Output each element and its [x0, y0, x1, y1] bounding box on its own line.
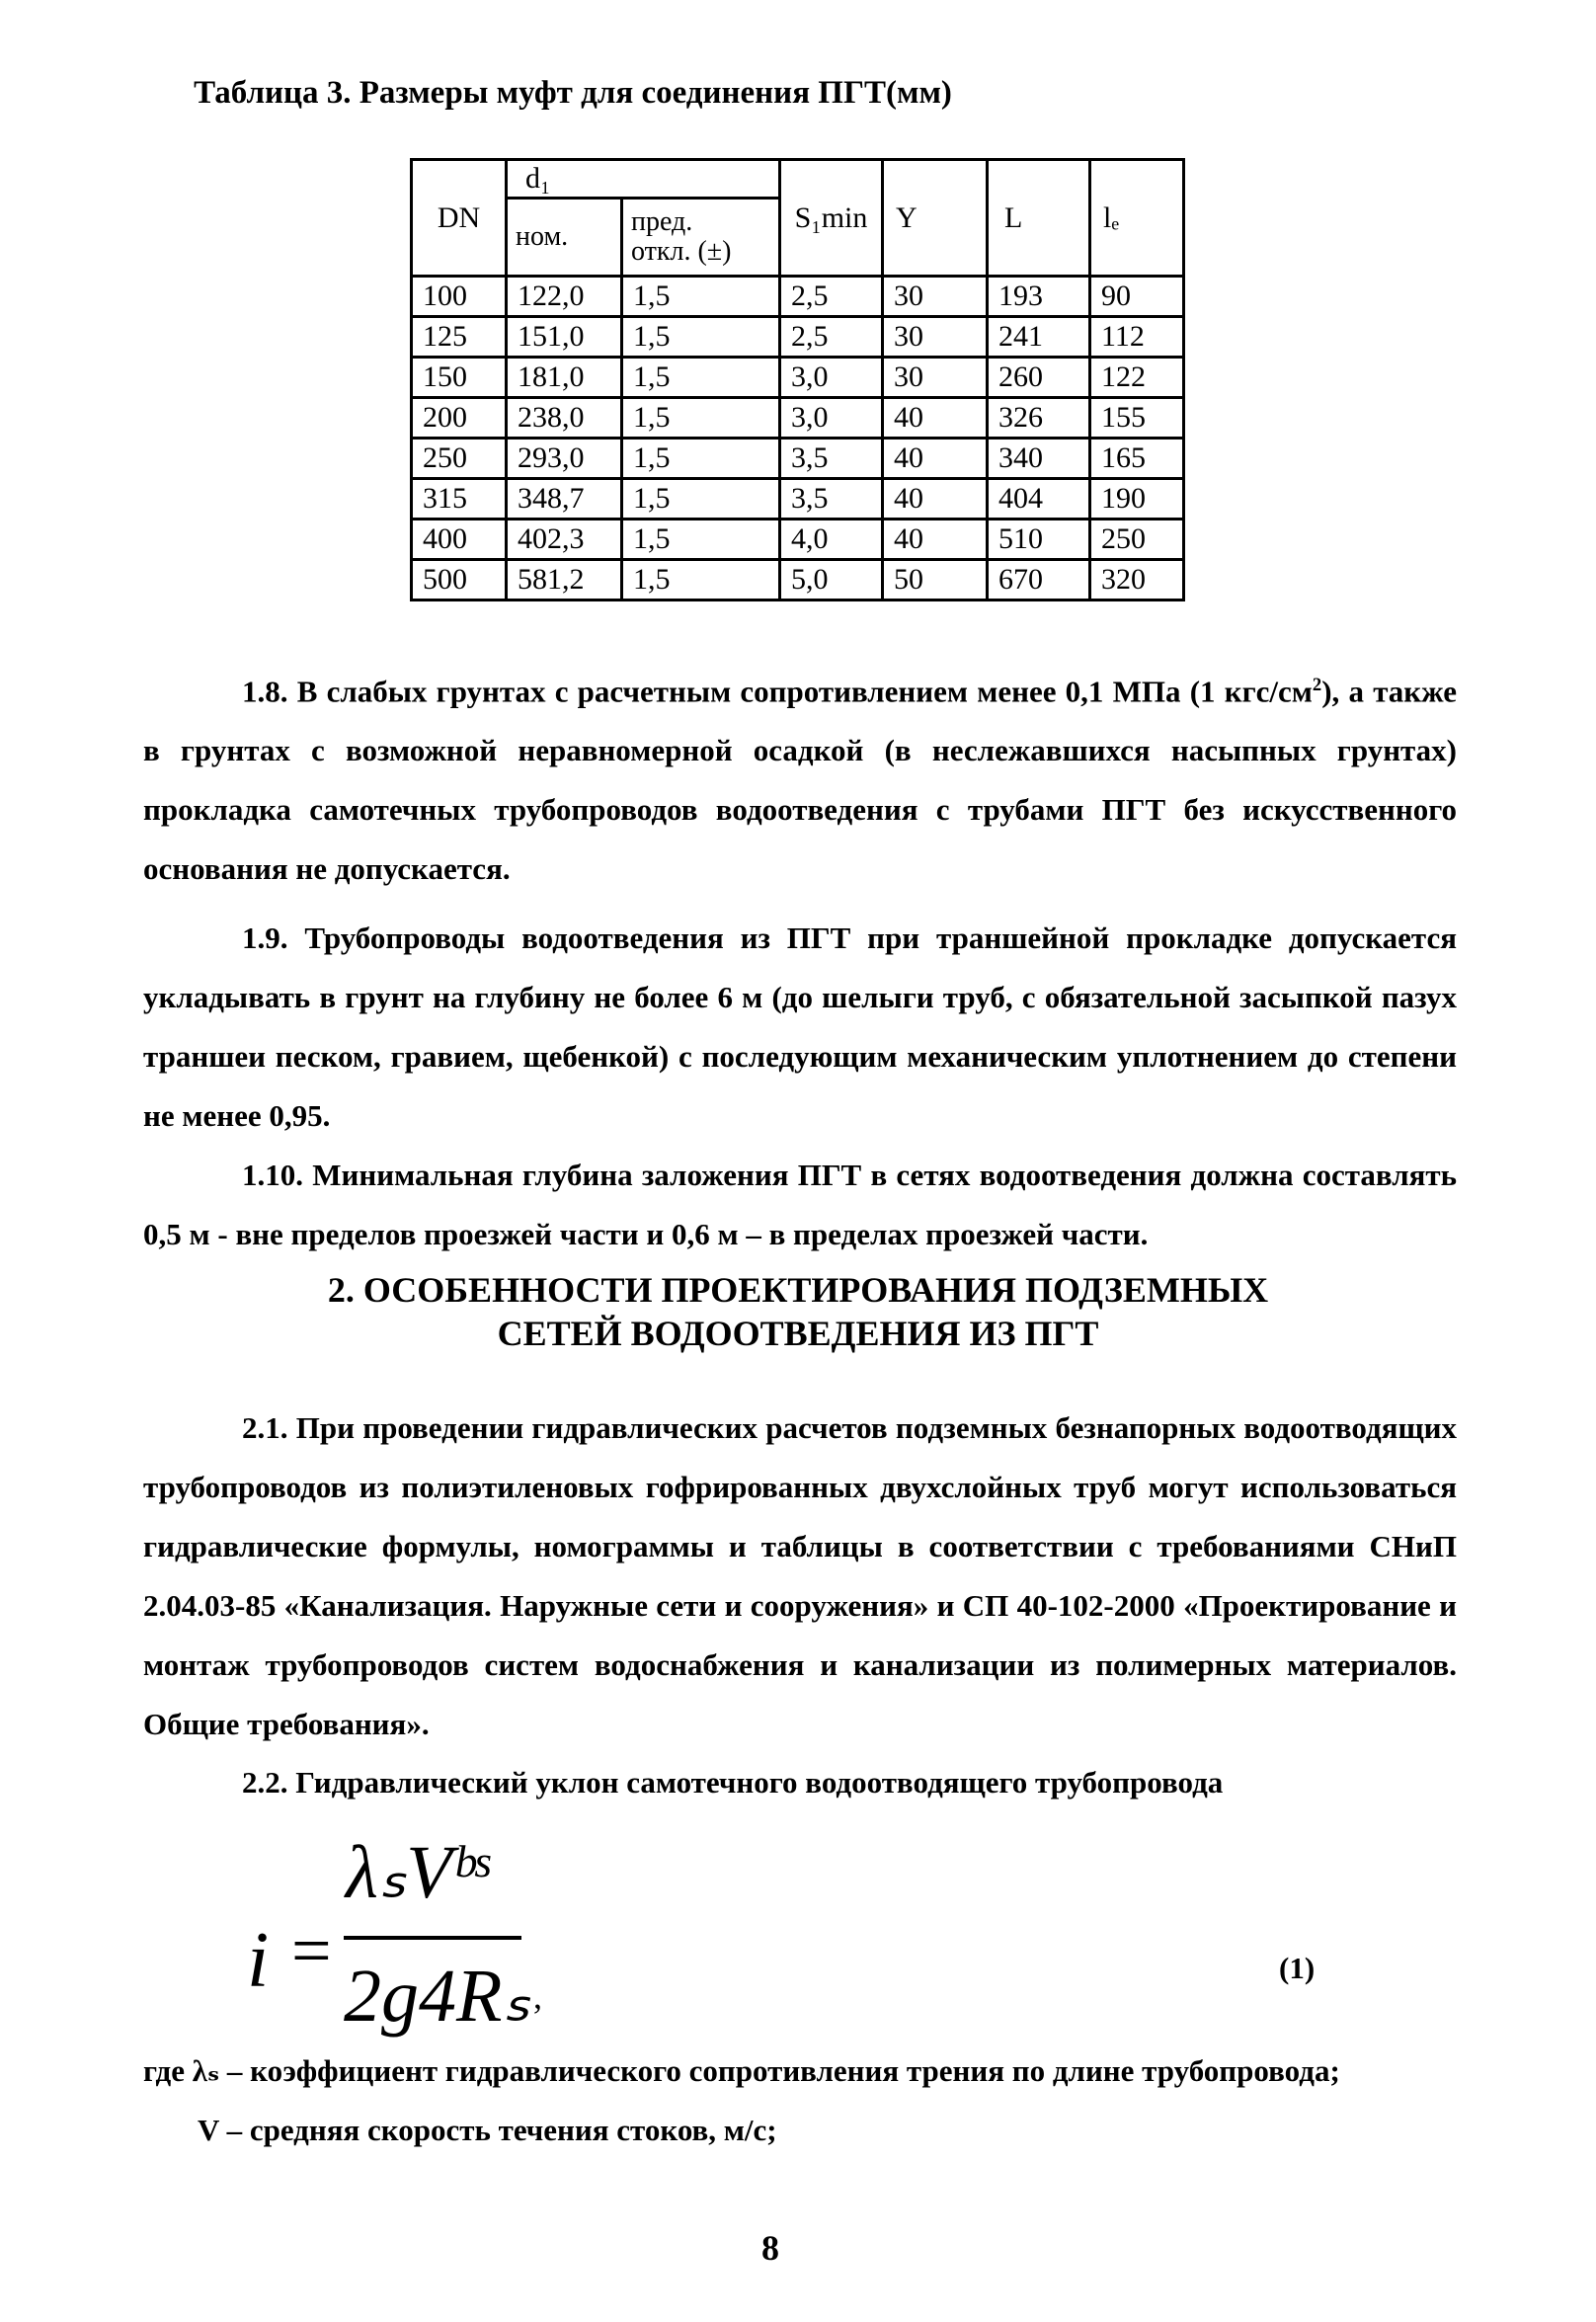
- table-cell: 340: [988, 439, 1090, 479]
- table-cell: 5,0: [780, 560, 883, 601]
- table-cell: 348,7: [507, 479, 622, 520]
- table-cell: 1,5: [622, 520, 780, 560]
- table-cell: 90: [1090, 277, 1184, 317]
- table-cell: 190: [1090, 479, 1184, 520]
- table-cell: 40: [883, 398, 988, 439]
- table-cell: 250: [1090, 520, 1184, 560]
- header-dn: DN: [412, 160, 507, 277]
- superscript-2: 2: [1312, 675, 1322, 695]
- table-cell: 150: [412, 358, 507, 398]
- table-cell: 315: [412, 479, 507, 520]
- table-cell: 3,5: [780, 439, 883, 479]
- table-cell: 1,5: [622, 560, 780, 601]
- table-cell: 40: [883, 439, 988, 479]
- formula-hydraulic-slope: [247, 1827, 662, 2038]
- table-cell: 122: [1090, 358, 1184, 398]
- table-cell: 238,0: [507, 398, 622, 439]
- header-tolerance-line2: откл. (±): [631, 236, 732, 267]
- header-le: lₑ: [1090, 160, 1184, 277]
- table-cell: 151,0: [507, 317, 622, 358]
- where-line-2: V – средняя скорость течения стоков, м/с;: [198, 2113, 777, 2147]
- table-cell: 100: [412, 277, 507, 317]
- table-row: [412, 398, 1184, 439]
- formula-numerator: λₛVᵇˢ: [346, 1831, 489, 1914]
- coupling-sizes-table: [410, 158, 1185, 601]
- paragraph-1-9: 1.9. Трубопроводы водоотведения из ПГТ при траншейной прокладке допускается укладывать в грунт на глубину не более 6 м (до шелыги труб, с обязательной засыпкой пазух траншеи песком, гравием, щебенкой) с последующим механическим уплотнением до степени не менее 0,95.: [143, 921, 1457, 1133]
- table-cell: 200: [412, 398, 507, 439]
- table-cell: 112: [1090, 317, 1184, 358]
- paragraph-1-8-text-b: ), а также в грунтах с возможной неравномерной осадкой (в неслежавшихся насыпных грунтах) прокладка самотечных трубопроводов водоотведения с трубами ПГТ без искусственного основания не допускается.: [143, 674, 1457, 887]
- table-caption: Таблица 3. Размеры муфт для соединения ПГТ(мм): [194, 75, 952, 111]
- where-line-1: где λₛ – коэффициент гидравлического сопротивления трения по длине трубопровода;: [143, 2053, 1340, 2088]
- table-row: [412, 439, 1184, 479]
- header-d1: d₁: [507, 160, 780, 199]
- section-heading-line1: 2. ОСОБЕННОСТИ ПРОЕКТИРОВАНИЯ ПОДЗЕМНЫХ: [327, 1270, 1269, 1310]
- formula-equals: =: [291, 1911, 332, 1990]
- table-cell: 404: [988, 479, 1090, 520]
- table-cell: 500: [412, 560, 507, 601]
- table-cell: 165: [1090, 439, 1184, 479]
- table-cell: 402,3: [507, 520, 622, 560]
- paragraph-2-1: 2.1. При проведении гидравлических расчетов подземных безнапорных водоотводящих трубопроводов из полиэтиленовых гофрированных двухслойных труб могут использоваться гидравлические формулы, номограммы и таблицы в соответствии с требованиями СНиП 2.04.03-85 «Канализация. Наружные сети и сооружения» и СП 40-102-2000 «Проектирование и монтаж трубопроводов систем водоснабжения и канализации из полимерных материалов. Общие требования».: [143, 1410, 1457, 1741]
- header-tolerance-line1: пред.: [631, 206, 693, 237]
- header-nom: ном.: [507, 199, 622, 277]
- header-l: L: [988, 160, 1090, 277]
- table-cell: 260: [988, 358, 1090, 398]
- table-cell: 193: [988, 277, 1090, 317]
- header-tolerance: [622, 199, 780, 277]
- formula-comma: ,: [533, 1976, 542, 2016]
- paragraph-1-8: [143, 656, 1457, 899]
- page-number: 8: [761, 2228, 779, 2268]
- paragraph-1-8-text-a: 1.8. В слабых грунтах с расчетным сопротивлением менее 0,1 МПа (1 кгс/см: [242, 674, 1313, 709]
- table-cell: 1,5: [622, 479, 780, 520]
- header-s1min: S₁min: [780, 160, 883, 277]
- paragraph-2-2: 2.2. Гидравлический уклон самотечного водоотводящего трубопровода: [242, 1765, 1224, 1800]
- fraction-bar: [344, 1936, 521, 1940]
- table-cell: 40: [883, 479, 988, 520]
- table-cell: 3,0: [780, 398, 883, 439]
- table-cell: 181,0: [507, 358, 622, 398]
- table-cell: 2,5: [780, 317, 883, 358]
- table-cell: 50: [883, 560, 988, 601]
- table-cell: 155: [1090, 398, 1184, 439]
- table-cell: 1,5: [622, 317, 780, 358]
- table-cell: 2,5: [780, 277, 883, 317]
- table-row: [412, 358, 1184, 398]
- table-cell: 3,0: [780, 358, 883, 398]
- table-row: [412, 560, 1184, 601]
- table-row: [412, 520, 1184, 560]
- table-cell: 581,2: [507, 560, 622, 601]
- formula-denominator: 2g4Rₛ: [344, 1955, 530, 2038]
- table-cell: 293,0: [507, 439, 622, 479]
- table-row: [412, 317, 1184, 358]
- table-cell: 1,5: [622, 439, 780, 479]
- table-cell: 1,5: [622, 398, 780, 439]
- table-row: [412, 277, 1184, 317]
- table-cell: 30: [883, 317, 988, 358]
- table-cell: 326: [988, 398, 1090, 439]
- table-cell: 30: [883, 358, 988, 398]
- table-cell: 3,5: [780, 479, 883, 520]
- table-body: [412, 277, 1184, 601]
- table-cell: 400: [412, 520, 507, 560]
- table-cell: 670: [988, 560, 1090, 601]
- formula-lhs: i: [247, 1917, 270, 2004]
- section-heading-line2: СЕТЕЙ ВОДООТВЕДЕНИЯ ИЗ ПГТ: [497, 1314, 1099, 1353]
- table-cell: 320: [1090, 560, 1184, 601]
- paragraph-1-10: 1.10. Минимальная глубина заложения ПГТ в сетях водоотведения должна составлять 0,5 м - вне пределов проезжей части и 0,6 м – в пределах проезжей части.: [143, 1158, 1457, 1251]
- header-y: Y: [883, 160, 988, 277]
- table-cell: 250: [412, 439, 507, 479]
- table-cell: 241: [988, 317, 1090, 358]
- table-cell: 1,5: [622, 358, 780, 398]
- table-cell: 122,0: [507, 277, 622, 317]
- table-cell: 125: [412, 317, 507, 358]
- table-row: [412, 479, 1184, 520]
- table-cell: 4,0: [780, 520, 883, 560]
- equation-number: (1): [1279, 1951, 1316, 1985]
- table-cell: 30: [883, 277, 988, 317]
- table-cell: 1,5: [622, 277, 780, 317]
- table-cell: 510: [988, 520, 1090, 560]
- table-cell: 40: [883, 520, 988, 560]
